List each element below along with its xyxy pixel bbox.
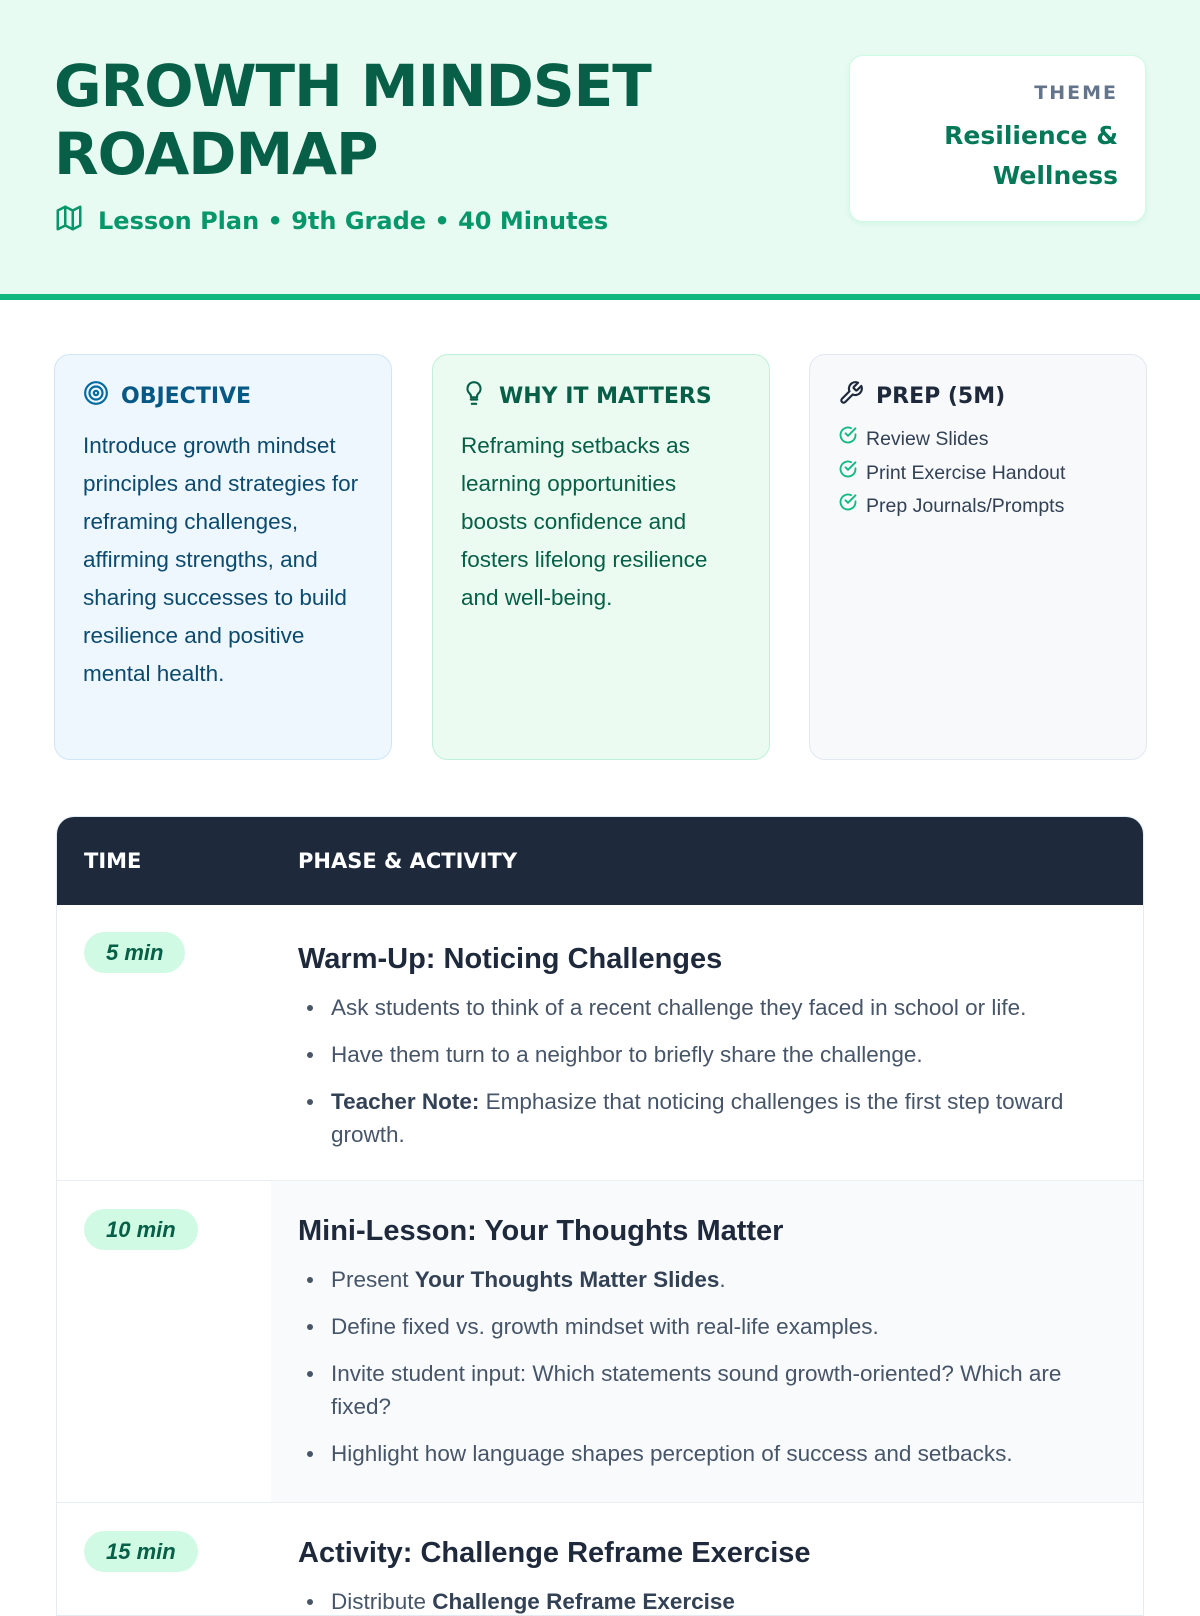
activity-steps: [298, 1263, 1105, 1470]
theme-card: [849, 55, 1146, 222]
time-cell: [57, 905, 271, 1180]
prep-item: [838, 423, 1120, 457]
lesson-meta: [54, 204, 608, 238]
prep-checklist: [838, 423, 1120, 524]
table-row: [57, 905, 1143, 1181]
prep-item-text: Review Slides: [866, 428, 989, 450]
map-icon: [54, 203, 84, 239]
prep-item-text: Print Exercise Handout: [866, 461, 1066, 484]
activity-cell: [271, 1503, 1143, 1616]
list-item: Ask students to think of a recent challenge they faced in school or life.: [298, 991, 1105, 1024]
lesson-meta-text: Lesson Plan • 9th Grade • 40 Minutes: [98, 207, 609, 235]
prep-heading-text: PREP (5M): [876, 383, 1006, 409]
list-item: [298, 1085, 1105, 1151]
wrench-icon: [838, 380, 864, 412]
list-item: [298, 1263, 1105, 1296]
duration-badge: 5 min: [84, 932, 185, 973]
activity-cell: [271, 1181, 1143, 1502]
why-text: Reframing setbacks as learning opportunities boosts confidence and fosters lifelong resilience and well-being.: [461, 433, 708, 610]
why-heading: [461, 381, 743, 411]
prep-item-text: Prep Journals/Prompts: [866, 495, 1065, 517]
prep-item: [838, 490, 1120, 524]
lightbulb-icon: [461, 380, 487, 412]
page-title: GROWTH MINDSET ROADMAP: [54, 52, 651, 188]
activity-title: Activity: Challenge Reframe Exercise: [298, 1537, 811, 1569]
why-heading-text: WHY IT MATTERS: [499, 383, 712, 409]
prep-item: [838, 457, 1120, 491]
activity-steps: [298, 991, 1105, 1151]
duration-badge: 10 min: [84, 1209, 198, 1250]
time-cell: [57, 1181, 271, 1502]
list-item: [298, 1585, 1105, 1616]
duration-badge: 15 min: [84, 1531, 198, 1572]
why-it-matters-card: [432, 354, 770, 760]
distribute-prefix: Distribute: [331, 1589, 433, 1614]
prep-card: [809, 354, 1147, 760]
column-header-phase: PHASE & ACTIVITY: [298, 849, 518, 873]
present-suffix: .: [719, 1267, 726, 1292]
table-row: [57, 1503, 1143, 1616]
time-cell: [57, 1503, 271, 1616]
activity-cell: [271, 905, 1143, 1151]
objective-heading: [83, 381, 365, 411]
table-row: [57, 1181, 1143, 1503]
objective-heading-text: OBJECTIVE: [121, 383, 252, 409]
activity-steps: [298, 1585, 1105, 1616]
objective-text: Introduce growth mindset principles and strategies for reframing challenges, affirming strengths, and sharing successes to build resilience and positive mental health.: [83, 433, 359, 686]
theme-label: THEME: [1034, 82, 1118, 104]
slides-title: Your Thoughts Matter Slides: [414, 1267, 720, 1292]
check-circle-icon: [838, 490, 858, 524]
list-item: Invite student input: Which statements sound growth-oriented? Which are fixed?: [298, 1357, 1105, 1423]
list-item: Define fixed vs. growth mindset with real-life examples.: [298, 1310, 1105, 1343]
lesson-schedule-table: [56, 816, 1144, 1616]
activity-title: Warm-Up: Noticing Challenges: [298, 943, 723, 975]
theme-value: Resilience & Wellness: [944, 121, 1118, 190]
teacher-note-label: Teacher Note:: [331, 1089, 480, 1114]
table-header: [57, 817, 1143, 905]
objective-card: [54, 354, 392, 760]
list-item: Highlight how language shapes perception of success and setbacks.: [298, 1437, 1105, 1470]
activity-title: Mini-Lesson: Your Thoughts Matter: [298, 1215, 784, 1247]
column-header-time: TIME: [84, 849, 142, 873]
present-prefix: Present: [331, 1267, 415, 1292]
prep-heading: [838, 381, 1120, 411]
teacher-note-text: Emphasize that noticing challenges is the first step toward growth.: [331, 1089, 1064, 1147]
check-circle-icon: [838, 423, 858, 457]
check-circle-icon: [838, 457, 858, 491]
exercise-title: Challenge Reframe Exercise: [432, 1589, 735, 1614]
list-item: Have them turn to a neighbor to briefly share the challenge.: [298, 1038, 1105, 1071]
target-icon: [83, 380, 109, 412]
lesson-header: [0, 0, 1200, 300]
